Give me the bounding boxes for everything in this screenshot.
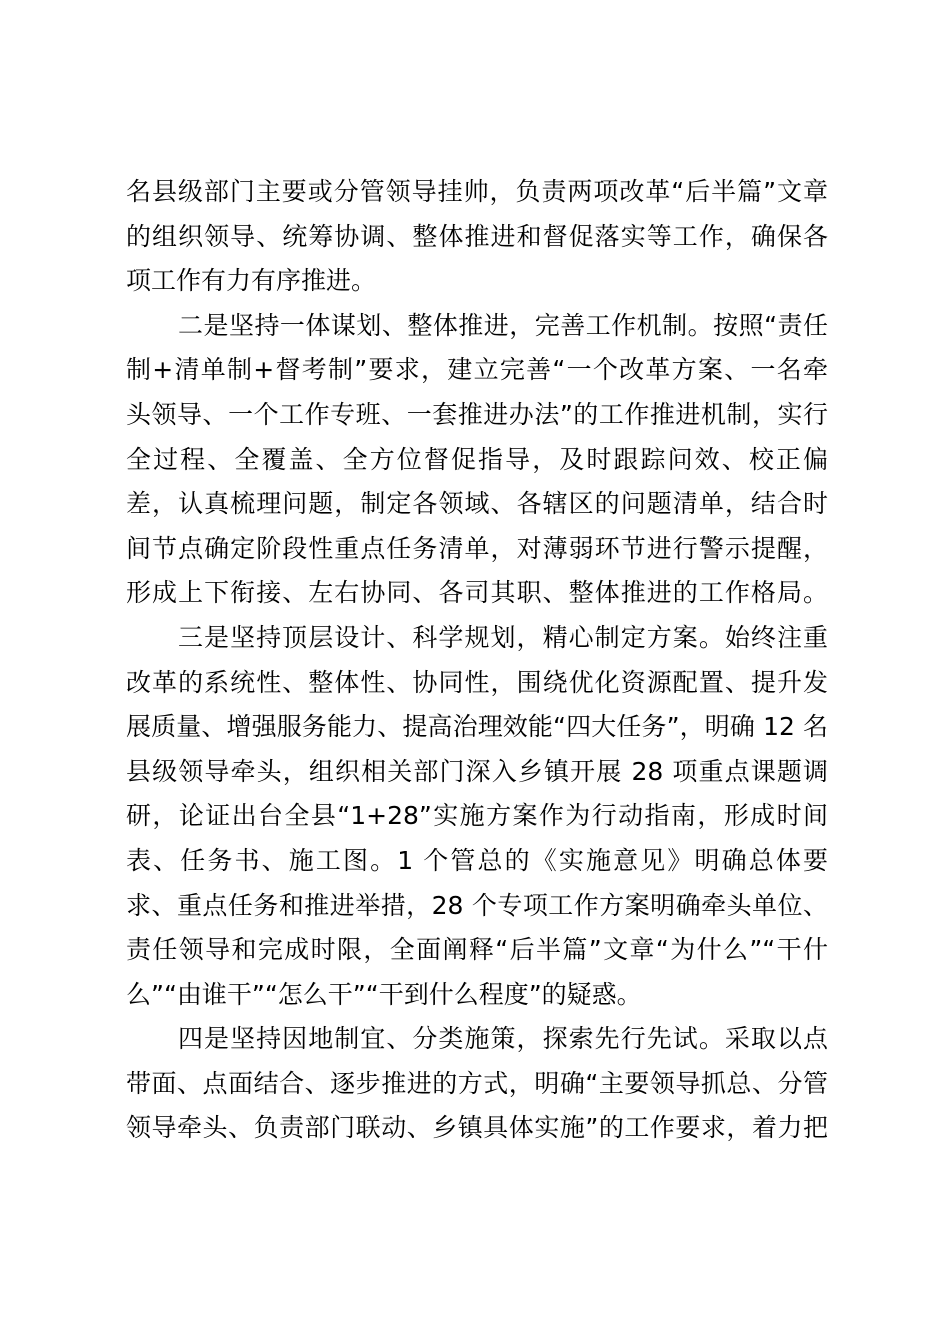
- paragraph-start-line: 四是坚持因地制宜、分类施策，探索先行先试。采取以点: [178, 1024, 828, 1054]
- text-line: 制+清单制+督考制”要求，建立完善“一个改革方案、一名牵: [126, 355, 828, 385]
- text-line: 县级领导牵头，组织相关部门深入乡镇开展 28 项重点课题调: [126, 756, 828, 786]
- text-line: 头领导、一个工作专班、一套推进办法”的工作推进机制，实行: [126, 399, 828, 429]
- text-line: 么”“由谁干”“怎么干”“干到什么程度”的疑惑。: [126, 979, 642, 1009]
- text-line: 间节点确定阶段性重点任务清单，对薄弱环节进行警示提醒，: [126, 533, 828, 563]
- text-line: 差，认真梳理问题，制定各领域、各辖区的问题清单，结合时: [126, 489, 828, 519]
- text-line: 带面、点面结合、逐步推进的方式，明确“主要领导抓总、分管: [126, 1068, 828, 1098]
- text-line: 展质量、增强服务能力、提高治理效能“四大任务”，明确 12 名: [126, 712, 828, 742]
- text-line: 责任领导和完成时限，全面阐释“后半篇”文章“为什么”“干什: [126, 935, 828, 965]
- paragraph-start-line: 二是坚持一体谋划、整体推进，完善工作机制。按照“责任: [178, 310, 828, 340]
- text-line: 改革的系统性、整体性、协同性，围绕优化资源配置、提升发: [126, 667, 828, 697]
- text-line: 领导牵头、负责部门联动、乡镇具体实施”的工作要求，着力把: [126, 1113, 828, 1143]
- text-line: 的组织领导、统筹协调、整体推进和督促落实等工作，确保各: [126, 221, 828, 251]
- paragraph-start-line: 三是坚持顶层设计、科学规划，精心制定方案。始终注重: [178, 622, 828, 652]
- text-line: 名县级部门主要或分管领导挂帅，负责两项改革“后半篇”文章: [126, 177, 828, 206]
- text-line: 形成上下衔接、左右协同、各司其职、整体推进的工作格局。: [126, 578, 828, 608]
- text-line: 研，论证出台全县“1+28”实施方案作为行动指南，形成时间: [126, 801, 828, 831]
- text-line: 求、重点任务和推进举措，28 个专项工作方案明确牵头单位、: [126, 890, 828, 920]
- text-line: 项工作有力有序推进。: [126, 266, 377, 296]
- body-text: [126, 170, 828, 1151]
- text-line: 全过程、全覆盖、全方位督促指导，及时跟踪问效、校正偏: [126, 444, 828, 474]
- text-line: 表、任务书、施工图。1 个管总的《实施意见》明确总体要: [126, 845, 828, 875]
